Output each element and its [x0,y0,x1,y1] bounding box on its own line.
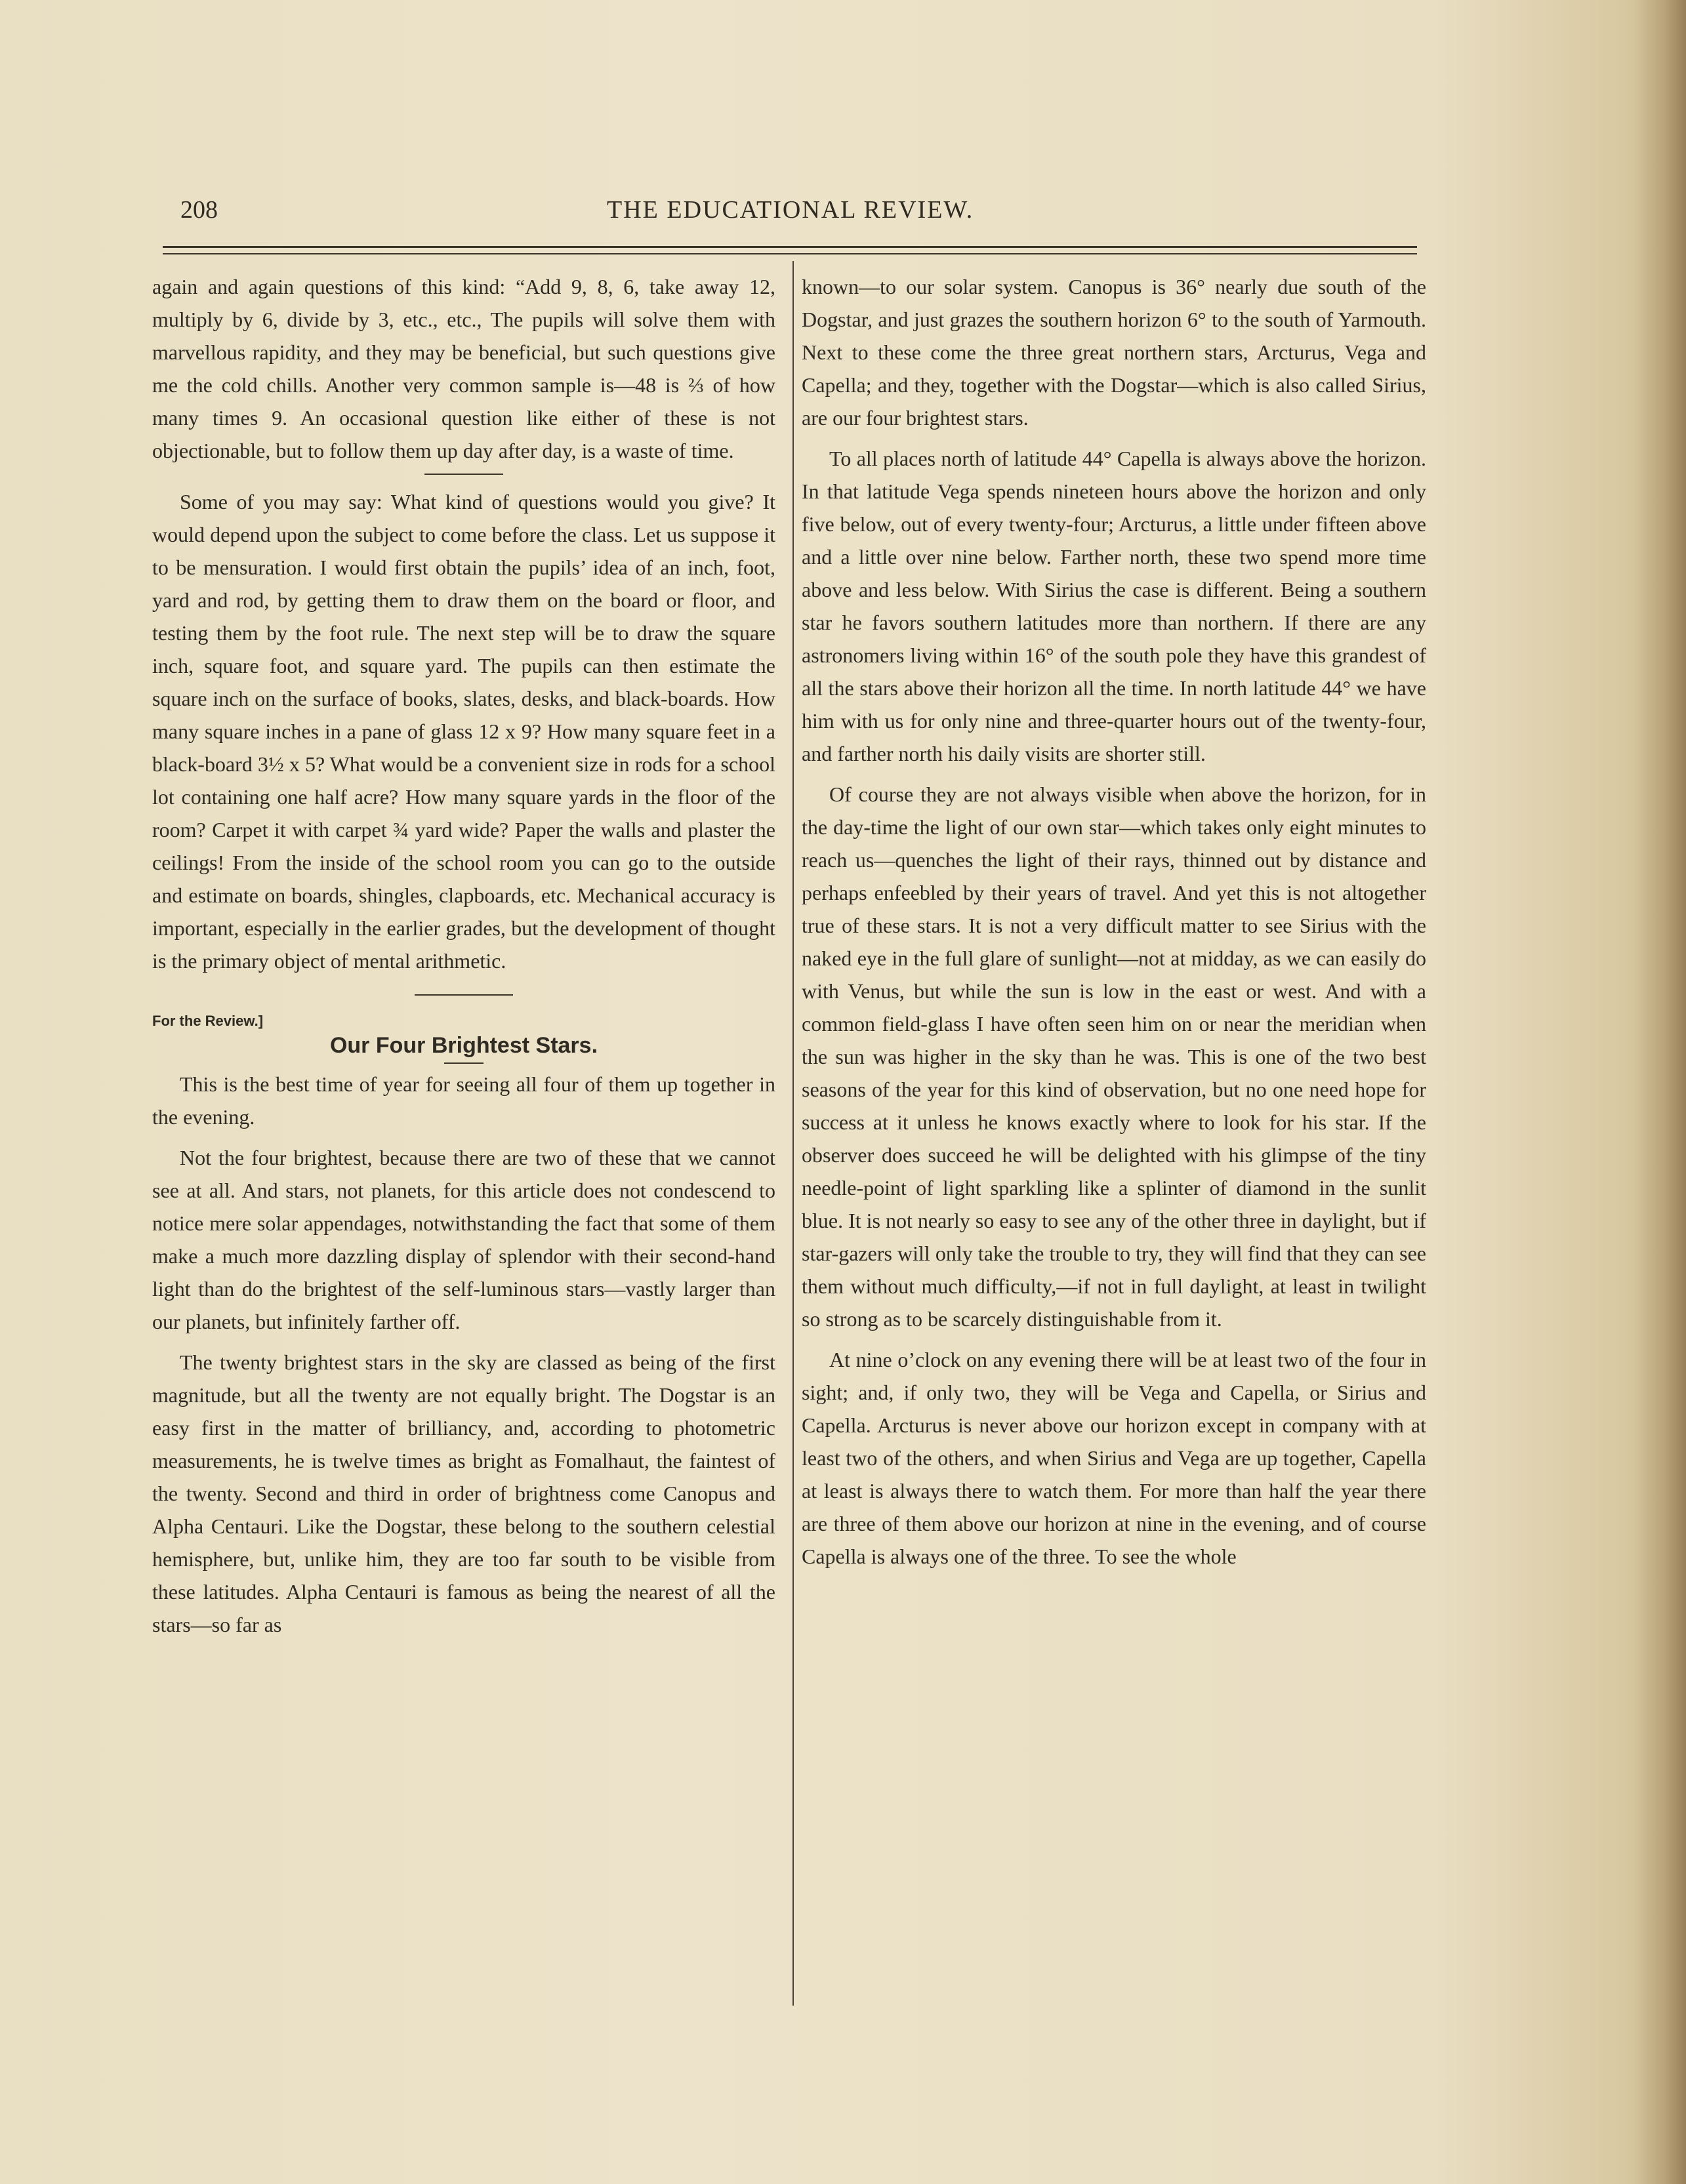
right-column [802,270,1426,1573]
left-column [152,270,775,1641]
header-rule-bottom [163,253,1417,254]
page-header [157,195,1430,235]
page-number: 208 [180,196,218,224]
paragraph: Of course they are not always visible when above the horizon, for in the day-time the light of our own star—which takes only eight minutes to reach us—quenches the light of their rays, thinned out by distance and perhaps enfeebled by their years of travel. And yet this is not altogether true of these stars. It is not a very difficult matter to see Sirius with the naked eye in the full glare of sunlight—not at midday, as we can easily do with Venus, but while the sun is low in the east or west. And with a common field-glass I have often seen him on or near the meridian when the sun was higher in the sky than he was. This is one of the two best seasons of the year for this kind of observation, but no one need hope for success at it unless he knows exactly where to look for his star. If the observer does succeed he will be delighted with his glimpse of the tiny needle-point of light sparkling like a splinter of diamond in the sunlit blue. It is not nearly so easy to see any of the other three in daylight, but if star-gazers will only take the trouble to try, they will find that they can see them without much difficulty,—if not in full daylight, at least in twilight so strong as to be scarcely distinguishable from it. [802,782,1426,1331]
paragraph: To all places north of latitude 44° Capella is always above the horizon. In that latitude Vega spends nineteen hours above the horizon and only five below, out of every twenty-four; Arcturus, a little under fifteen above and a little over nine below. Farther north, these two spend more time above and less below. With Sirius the case is different. Being a southern star he favors southern latitudes more than northern. If there are any astronomers living within 16° of the south pole they have this grandest of all the stars above their horizon all the time. In north latitude 44° we have him with us for only nine and three-quarter hours out of the twenty-four, and farther north his daily visits are shorter still. [802,447,1426,765]
paragraph: The twenty brightest stars in the sky are classed as being of the first magnitude, but all the twenty are not equally bright. The Dogstar is an easy first in the matter of brilliancy, and, according to photometric measurements, he is twelve times as bright as Fomalhaut, the faintest of the twenty. Second and third in order of brightness come Canopus and Alpha Centauri. Like the Dogstar, these belong to the southern celestial hemisphere, but, unlike him, they are too far south to be visible from these latitudes. Alpha Centauri is famous as being the nearest of all the stars—so far as [152,1350,775,1636]
paragraph: Some of you may say: What kind of questions would you give? It would depend upon the subject to come before the class. Let us suppose it to be mensuration. I would first obtain the pupils’ idea of an inch, foot, yard and rod, by getting them to draw them on the board or floor, and testing them by the foot rule. The next step will be to draw the square inch, square foot, and square yard. The pupils can then estimate the square inch on the surface of books, slates, desks, and black-boards. How many square inches in a pane of glass 12 x 9? How many square feet in a black-board 3½ x 5? What would be a convenient size in rods for a school lot containing one half acre? How many square yards in the floor of the room? Carpet it with carpet ¾ yard wide? Paper the walls and plaster the ceilings! From the inside of the school room you can go to the outside and estimate on boards, shingles, clapboards, etc. Mechanical accuracy is important, especially in the earlier grades, but the development of thought is the primary object of mental arithmetic. [152,490,775,973]
page-edge-shadow [1634,0,1686,2184]
paragraph: Not the four brightest, because there are two of these that we cannot see at all. And stars, not planets, for this article does not condescend to notice mere solar appendages, notwithstanding the fact that some of them make a much more dazzling display of splendor with their second-hand light than do the brightest of the self-luminous stars—vastly larger than our planets, but infinitely farther off. [152,1146,775,1333]
article-title: Our Four Brightest Stars. [329,1033,598,1058]
header-rule-top [163,246,1417,248]
paragraph: This is the best time of year for seeing all four of them up together in the evening. [152,1072,775,1129]
section-divider [424,474,503,475]
section-divider [415,994,513,996]
journal-title: THE EDUCATIONAL REVIEW. [607,196,974,224]
paragraph: known—to our solar system. Canopus is 36° nearly due south of the Dogstar, and just grazes the southern horizon 6° to the south of Yarmouth. Next to these come the three great northern stars, Arcturus, Vega and Capella; and they, together with the Dogstar—which is also called Sirius, are our four brightest stars. [802,275,1426,430]
column-divider [792,261,794,2006]
paragraph: At nine o’clock on any evening there will be at least two of the four in sight; and, if only two, they will be Vega and Capella, or Sirius and Capella. Arcturus is never above our horizon except in company with at least two of the others, and when Sirius and Vega are up together, Capella at least is always there to watch them. For more than half the year there are three of them above our horizon at nine in the evening, and of course Capella is always one of the three. To see the whole [802,1348,1426,1568]
paragraph: again and again questions of this kind: “Add 9, 8, 6, take away 12, multiply by 6, divide by 3, etc., etc., The pupils will solve them with marvellous rapidity, and they may be beneficial, but such questions give me the cold chills. Another very common sample is—48 is ⅔ of how many times 9. An occasional question like either of these is not objectionable, but to follow them up day after day, is a waste of time. [152,275,775,462]
title-underline [444,1062,483,1064]
byline: For the Review.] [152,1013,264,1029]
